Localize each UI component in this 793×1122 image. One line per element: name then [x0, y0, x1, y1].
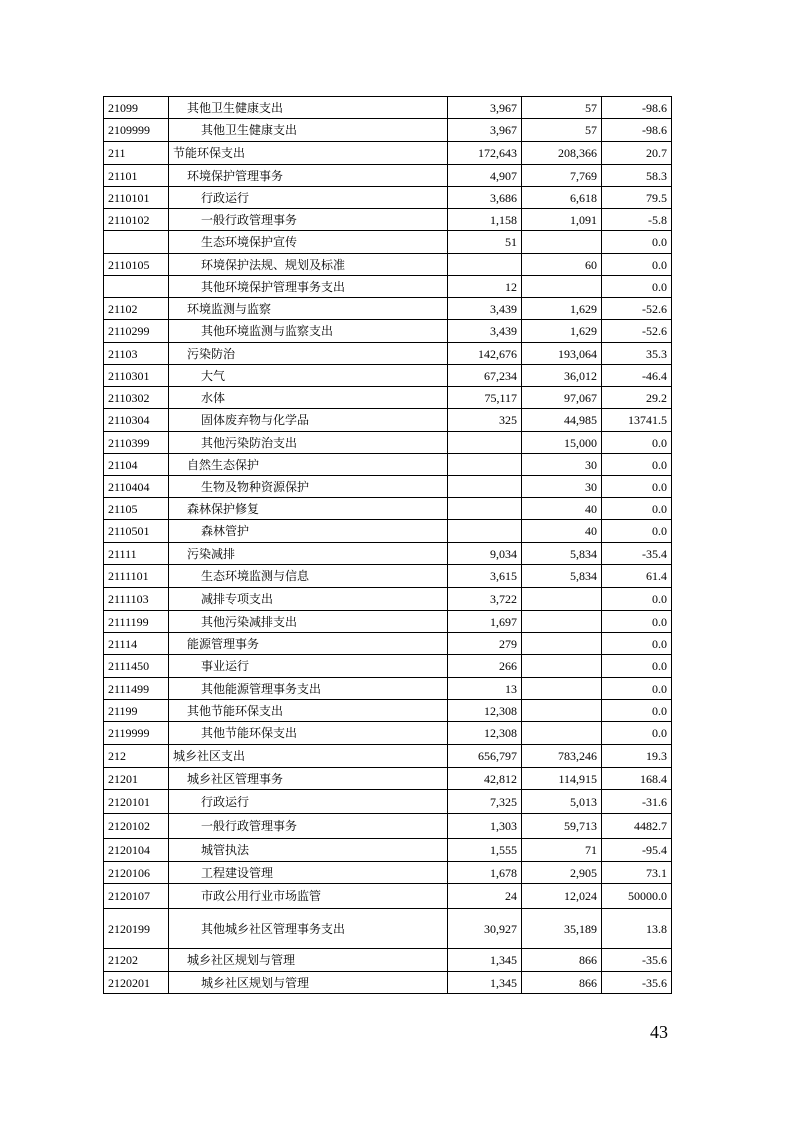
- row-change-percent: -52.6: [602, 320, 672, 343]
- row-name: 工程建设管理: [169, 862, 448, 884]
- row-value-current: 114,915: [522, 768, 602, 790]
- row-value-prior: 12,308: [448, 722, 522, 745]
- table-row: [104, 254, 672, 276]
- row-change-percent: 4482.7: [602, 814, 672, 839]
- row-value-prior: 266: [448, 655, 522, 678]
- row-name: 其他污染减排支出: [169, 611, 448, 633]
- row-value-prior: 1,303: [448, 814, 522, 839]
- row-value-current: 2,905: [522, 862, 602, 884]
- row-name: 生态环境保护宣传: [169, 231, 448, 254]
- row-value-current: 866: [522, 949, 602, 972]
- row-name: 其他能源管理事务支出: [169, 678, 448, 700]
- row-name: 生态环境监测与信息: [169, 565, 448, 588]
- row-change-percent: -35.6: [602, 972, 672, 994]
- table-row: [104, 97, 672, 119]
- row-code: 2111199: [104, 611, 169, 633]
- row-value-current: 6,618: [522, 187, 602, 209]
- row-name: 固体废弃物与化学品: [169, 409, 448, 432]
- table-row: [104, 209, 672, 231]
- row-value-prior: 75,117: [448, 387, 522, 409]
- row-value-current: 7,769: [522, 165, 602, 187]
- row-value-prior: 12: [448, 276, 522, 298]
- row-value-current: 5,834: [522, 543, 602, 565]
- row-value-prior: 1,345: [448, 949, 522, 972]
- row-value-prior: 42,812: [448, 768, 522, 790]
- row-change-percent: -52.6: [602, 298, 672, 320]
- row-change-percent: 61.4: [602, 565, 672, 588]
- row-code: 2120106: [104, 862, 169, 884]
- row-value-prior: 12,308: [448, 700, 522, 722]
- table-row: [104, 790, 672, 814]
- row-name: 森林管护: [169, 520, 448, 543]
- table-row: [104, 343, 672, 365]
- row-code: 2110299: [104, 320, 169, 343]
- row-name: 环境监测与监察: [169, 298, 448, 320]
- row-change-percent: 0.0: [602, 633, 672, 655]
- row-value-current: 1,629: [522, 320, 602, 343]
- table-row: [104, 700, 672, 722]
- row-change-percent: 35.3: [602, 343, 672, 365]
- row-name: 城乡社区管理事务: [169, 768, 448, 790]
- row-change-percent: -98.6: [602, 119, 672, 142]
- table-row: [104, 909, 672, 949]
- row-value-current: 30: [522, 454, 602, 476]
- row-code: 2120199: [104, 909, 169, 949]
- row-value-current: [522, 276, 602, 298]
- table-row: [104, 678, 672, 700]
- row-value-current: 40: [522, 520, 602, 543]
- row-value-current: [522, 633, 602, 655]
- row-code: 212: [104, 745, 169, 768]
- row-value-current: 35,189: [522, 909, 602, 949]
- row-value-prior: 3,686: [448, 187, 522, 209]
- row-value-current: 866: [522, 972, 602, 994]
- table-row: [104, 476, 672, 498]
- row-name: 城乡社区规划与管理: [169, 949, 448, 972]
- row-name: 减排专项支出: [169, 588, 448, 611]
- row-change-percent: 0.0: [602, 678, 672, 700]
- budget-table-body: [104, 97, 672, 994]
- row-value-current: 30: [522, 476, 602, 498]
- row-change-percent: 0.0: [602, 588, 672, 611]
- row-code: 2110304: [104, 409, 169, 432]
- row-change-percent: 79.5: [602, 187, 672, 209]
- row-code: 21099: [104, 97, 169, 119]
- row-change-percent: 0.0: [602, 722, 672, 745]
- row-code: 2110301: [104, 365, 169, 387]
- row-value-prior: [448, 476, 522, 498]
- row-code: 21105: [104, 498, 169, 520]
- row-code: 2120102: [104, 814, 169, 839]
- row-value-prior: 3,439: [448, 298, 522, 320]
- row-code: 21199: [104, 700, 169, 722]
- row-value-current: 97,067: [522, 387, 602, 409]
- row-code: 2111450: [104, 655, 169, 678]
- table-row: [104, 498, 672, 520]
- table-row: [104, 276, 672, 298]
- row-value-current: 1,091: [522, 209, 602, 231]
- row-value-prior: 3,615: [448, 565, 522, 588]
- row-value-current: [522, 231, 602, 254]
- row-change-percent: 58.3: [602, 165, 672, 187]
- row-value-prior: 3,439: [448, 320, 522, 343]
- row-value-current: 193,064: [522, 343, 602, 365]
- table-row: [104, 231, 672, 254]
- row-value-prior: 142,676: [448, 343, 522, 365]
- row-value-prior: 1,345: [448, 972, 522, 994]
- table-row: [104, 432, 672, 454]
- row-code: [104, 231, 169, 254]
- row-change-percent: -95.4: [602, 839, 672, 862]
- table-row: [104, 745, 672, 768]
- table-row: [104, 565, 672, 588]
- row-name: 其他环境监测与监察支出: [169, 320, 448, 343]
- row-code: 2109999: [104, 119, 169, 142]
- row-code: 21202: [104, 949, 169, 972]
- row-change-percent: 0.0: [602, 432, 672, 454]
- row-name: 污染减排: [169, 543, 448, 565]
- row-value-prior: [448, 454, 522, 476]
- row-value-prior: 656,797: [448, 745, 522, 768]
- row-value-prior: [448, 498, 522, 520]
- row-value-current: 208,366: [522, 142, 602, 165]
- row-value-current: [522, 678, 602, 700]
- row-code: 21103: [104, 343, 169, 365]
- table-row: [104, 298, 672, 320]
- table-row: [104, 839, 672, 862]
- row-code: 2111499: [104, 678, 169, 700]
- row-code: 2111103: [104, 588, 169, 611]
- row-value-prior: 9,034: [448, 543, 522, 565]
- row-value-prior: 13: [448, 678, 522, 700]
- row-change-percent: 13741.5: [602, 409, 672, 432]
- row-value-current: [522, 655, 602, 678]
- row-name: 事业运行: [169, 655, 448, 678]
- row-value-prior: 30,927: [448, 909, 522, 949]
- row-name: 环境保护管理事务: [169, 165, 448, 187]
- row-change-percent: 73.1: [602, 862, 672, 884]
- table-row: [104, 588, 672, 611]
- row-code: 2110101: [104, 187, 169, 209]
- row-value-prior: 279: [448, 633, 522, 655]
- row-change-percent: 50000.0: [602, 884, 672, 909]
- row-name: 水体: [169, 387, 448, 409]
- row-code: 21101: [104, 165, 169, 187]
- table-row: [104, 320, 672, 343]
- row-change-percent: -46.4: [602, 365, 672, 387]
- row-code: 2120104: [104, 839, 169, 862]
- row-change-percent: 19.3: [602, 745, 672, 768]
- table-row: [104, 633, 672, 655]
- row-change-percent: 20.7: [602, 142, 672, 165]
- row-name: 行政运行: [169, 790, 448, 814]
- row-code: 2120101: [104, 790, 169, 814]
- row-value-current: 783,246: [522, 745, 602, 768]
- table-row: [104, 814, 672, 839]
- row-value-current: [522, 722, 602, 745]
- row-name: 其他节能环保支出: [169, 722, 448, 745]
- table-row: [104, 655, 672, 678]
- row-code: 2110102: [104, 209, 169, 231]
- row-value-current: [522, 611, 602, 633]
- row-name: 自然生态保护: [169, 454, 448, 476]
- page-number: 43: [650, 1022, 668, 1042]
- row-value-current: 1,629: [522, 298, 602, 320]
- row-value-current: 59,713: [522, 814, 602, 839]
- table-row: [104, 142, 672, 165]
- budget-table: [103, 96, 672, 994]
- row-value-current: 5,013: [522, 790, 602, 814]
- row-change-percent: 0.0: [602, 611, 672, 633]
- table-row: [104, 972, 672, 994]
- table-row: [104, 722, 672, 745]
- row-change-percent: 0.0: [602, 498, 672, 520]
- row-name: 其他节能环保支出: [169, 700, 448, 722]
- row-name: 一般行政管理事务: [169, 209, 448, 231]
- row-value-prior: 325: [448, 409, 522, 432]
- row-change-percent: -35.4: [602, 543, 672, 565]
- row-value-current: 71: [522, 839, 602, 862]
- row-value-prior: 1,555: [448, 839, 522, 862]
- row-value-prior: 172,643: [448, 142, 522, 165]
- row-value-current: 5,834: [522, 565, 602, 588]
- row-code: 211: [104, 142, 169, 165]
- row-change-percent: 0.0: [602, 476, 672, 498]
- table-row: [104, 611, 672, 633]
- row-change-percent: 29.2: [602, 387, 672, 409]
- row-name: 污染防治: [169, 343, 448, 365]
- table-row: [104, 165, 672, 187]
- row-code: 21114: [104, 633, 169, 655]
- row-name: 森林保护修复: [169, 498, 448, 520]
- row-name: 其他卫生健康支出: [169, 97, 448, 119]
- row-value-prior: 3,967: [448, 97, 522, 119]
- row-change-percent: -35.6: [602, 949, 672, 972]
- row-name: 市政公用行业市场监管: [169, 884, 448, 909]
- row-value-prior: 1,697: [448, 611, 522, 633]
- row-value-prior: 4,907: [448, 165, 522, 187]
- row-value-prior: 67,234: [448, 365, 522, 387]
- row-value-prior: [448, 254, 522, 276]
- row-code: [104, 276, 169, 298]
- row-value-current: 57: [522, 97, 602, 119]
- row-name: 大气: [169, 365, 448, 387]
- row-change-percent: -31.6: [602, 790, 672, 814]
- row-code: 21201: [104, 768, 169, 790]
- row-code: 2110501: [104, 520, 169, 543]
- row-value-prior: [448, 520, 522, 543]
- row-code: 2110302: [104, 387, 169, 409]
- row-name: 环境保护法规、规划及标准: [169, 254, 448, 276]
- row-name: 城管执法: [169, 839, 448, 862]
- row-value-current: 15,000: [522, 432, 602, 454]
- row-change-percent: 0.0: [602, 454, 672, 476]
- row-value-prior: 1,158: [448, 209, 522, 231]
- row-name: 其他污染防治支出: [169, 432, 448, 454]
- row-value-prior: 3,722: [448, 588, 522, 611]
- row-value-current: 40: [522, 498, 602, 520]
- table-row: [104, 520, 672, 543]
- table-row: [104, 454, 672, 476]
- row-code: 21102: [104, 298, 169, 320]
- row-change-percent: -5.8: [602, 209, 672, 231]
- row-change-percent: 0.0: [602, 231, 672, 254]
- row-name: 城乡社区支出: [169, 745, 448, 768]
- row-value-prior: 7,325: [448, 790, 522, 814]
- row-value-current: 36,012: [522, 365, 602, 387]
- row-value-current: 12,024: [522, 884, 602, 909]
- row-value-prior: [448, 432, 522, 454]
- row-code: 2110399: [104, 432, 169, 454]
- row-value-current: 44,985: [522, 409, 602, 432]
- row-change-percent: -98.6: [602, 97, 672, 119]
- table-row: [104, 119, 672, 142]
- row-change-percent: 0.0: [602, 700, 672, 722]
- row-code: 2119999: [104, 722, 169, 745]
- row-change-percent: 13.8: [602, 909, 672, 949]
- row-code: 21111: [104, 543, 169, 565]
- row-code: 2110404: [104, 476, 169, 498]
- row-name: 生物及物种资源保护: [169, 476, 448, 498]
- row-change-percent: 0.0: [602, 254, 672, 276]
- row-change-percent: 0.0: [602, 520, 672, 543]
- row-name: 其他卫生健康支出: [169, 119, 448, 142]
- row-name: 行政运行: [169, 187, 448, 209]
- table-row: [104, 387, 672, 409]
- row-name: 其他城乡社区管理事务支出: [169, 909, 448, 949]
- row-name: 节能环保支出: [169, 142, 448, 165]
- table-row: [104, 862, 672, 884]
- table-row: [104, 187, 672, 209]
- row-value-prior: 51: [448, 231, 522, 254]
- row-name: 城乡社区规划与管理: [169, 972, 448, 994]
- row-code: 21104: [104, 454, 169, 476]
- table-row: [104, 543, 672, 565]
- table-row: [104, 409, 672, 432]
- table-row: [104, 768, 672, 790]
- row-value-prior: 1,678: [448, 862, 522, 884]
- row-value-current: 60: [522, 254, 602, 276]
- table-row: [104, 365, 672, 387]
- row-name: 能源管理事务: [169, 633, 448, 655]
- row-code: 2120201: [104, 972, 169, 994]
- row-code: 2111101: [104, 565, 169, 588]
- row-value-current: 57: [522, 119, 602, 142]
- row-value-current: [522, 588, 602, 611]
- row-name: 其他环境保护管理事务支出: [169, 276, 448, 298]
- row-value-prior: 3,967: [448, 119, 522, 142]
- row-change-percent: 0.0: [602, 276, 672, 298]
- row-change-percent: 168.4: [602, 768, 672, 790]
- table-row: [104, 884, 672, 909]
- row-value-current: [522, 700, 602, 722]
- row-code: 2110105: [104, 254, 169, 276]
- table-row: [104, 949, 672, 972]
- row-value-prior: 24: [448, 884, 522, 909]
- row-code: 2120107: [104, 884, 169, 909]
- row-name: 一般行政管理事务: [169, 814, 448, 839]
- row-change-percent: 0.0: [602, 655, 672, 678]
